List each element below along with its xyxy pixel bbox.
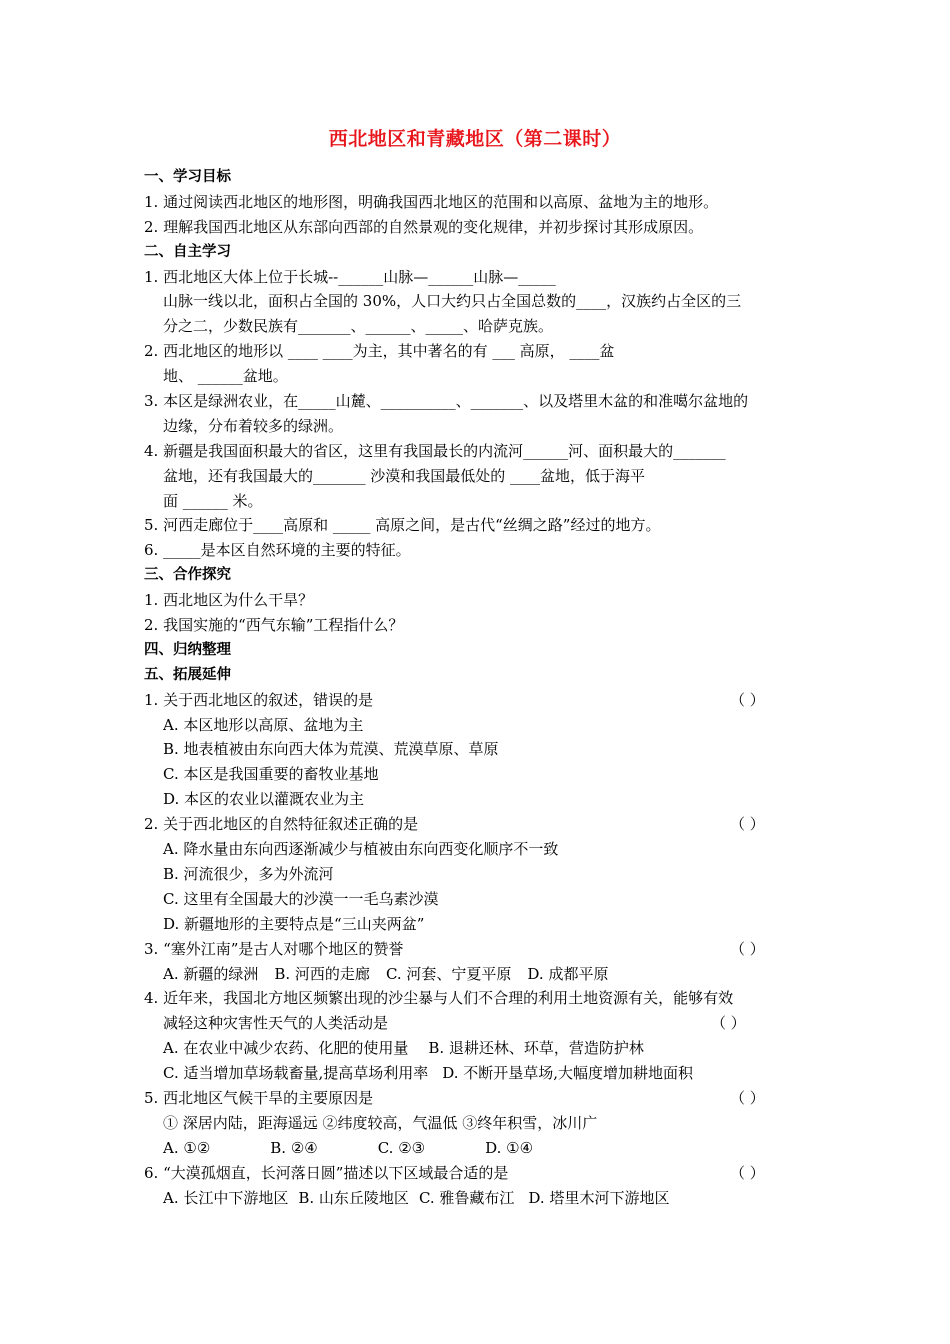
mc-question-stem (144, 1086, 814, 1111)
mc-question-stem (144, 812, 814, 837)
self-study-q6: 6. _____是本区自然环境的主要的特征。 (144, 541, 411, 560)
section-heading-self-study: 二、自主学习 (144, 243, 231, 260)
goal-item: 1. 通过阅读西北地区的地形图，明确我国西北地区的范围和以高原、盆地为主的地形。 (144, 192, 719, 211)
mc-option: A. 在农业中减少农药、化肥的使用量 (163, 1039, 409, 1058)
mc-option: D. 塔里木河下游地区 (528, 1188, 670, 1207)
mc-option: B. 山东丘陵地区 (298, 1188, 409, 1207)
self-study-q3-line: 边缘，分布着较多的绿洲。 (163, 416, 344, 435)
mc-option: C. 本区是我国重要的畜牧业基地 (163, 765, 379, 784)
mc-options-row (144, 1136, 814, 1161)
mc-question-stem (144, 688, 814, 713)
answer-parentheses: （ ） (730, 1163, 765, 1182)
self-study-q3-line: 3. 本区是绿洲农业，在_____山麓、__________、_______、以及塔里木盆的和准噶尔盆地的 (144, 392, 749, 411)
mc-options-row (144, 1186, 814, 1211)
answer-parentheses: （ ） (730, 1088, 765, 1107)
mc-option: D. 本区的农业以灌溉农业为主 (163, 790, 365, 809)
mc-option: A. 新疆的绿洲 (163, 964, 259, 983)
section-heading-cooperative-inquiry: 三、合作探究 (144, 567, 231, 584)
self-study-q2-line: 2. 西北地区的地形以 ____ ____为主，其中著名的有 ___ 高原， ____盆 (144, 342, 615, 361)
document-body (144, 165, 814, 1210)
question-text: 6. “大漠孤烟直，长河落日圆”描述以下区域最合适的是 (144, 1163, 509, 1182)
mc-option: B. 退耕还林、环草，营造防护林 (428, 1039, 644, 1058)
mc-option: D. 成都平原 (527, 964, 609, 983)
mc-option: C. 这里有全国最大的沙漠一一毛乌素沙漠 (163, 889, 439, 908)
page-title: 西北地区和青藏地区（第二课时） (328, 128, 622, 150)
mc-question-stem (144, 1161, 814, 1186)
inquiry-item: 1. 西北地区为什么干旱？ (144, 591, 314, 610)
mc-option: D. 新疆地形的主要特点是“三山夹两盆” (163, 914, 425, 933)
mc-option: D. 不断开垦草场,大幅度增加耕地面积 (442, 1064, 694, 1083)
mc-option: B. 河西的走廊 (274, 964, 370, 983)
mc-statement-list: ① 深居内陆，距海遥远 ②纬度较高，气温低 ③终年积雪，冰川广 (163, 1113, 598, 1132)
section-heading-extension: 五、拓展延伸 (144, 666, 231, 683)
question-text: 减轻这种灾害性天气的人类活动是 (163, 1014, 389, 1033)
question-text: 1. 关于西北地区的叙述，错误的是 (144, 690, 374, 709)
self-study-q4-line: 盆地，还有我国最大的_______ 沙漠和我国最低处的 ____盆地，低于海平 (163, 466, 646, 485)
mc-question-stem: 4. 近年来，我国北方地区频繁出现的沙尘暴与人们不合理的利用土地资源有关，能够有效 (144, 989, 734, 1008)
question-text: 5. 西北地区气候干旱的主要原因是 (144, 1088, 374, 1107)
self-study-q1-line: 1. 西北地区大体上位于长城--______山脉—______山脉—_____ (144, 267, 556, 286)
mc-option: B. 河流很少，多为外流河 (163, 864, 334, 883)
goal-item: 2. 理解我国西北地区从东部向西部的自然景观的变化规律，并初步探讨其形成原因。 (144, 217, 704, 236)
self-study-q5: 5. 河西走廊位于____高原和 _____ 高原之间，是古代“丝绸之路”经过的地方。 (144, 516, 661, 535)
mc-option: A. 本区地形以高原、盆地为主 (163, 715, 364, 734)
mc-options-row (144, 962, 814, 987)
mc-option: A. 长江中下游地区 (163, 1188, 289, 1207)
section-heading-learning-goals: 一、学习目标 (144, 169, 231, 185)
mc-option: D. ①④ (485, 1138, 534, 1157)
mc-question-stem (144, 1011, 814, 1036)
mc-question-stem (144, 937, 814, 962)
mc-option: B. ②④ (270, 1138, 318, 1157)
inquiry-item: 2. 我国实施的“西气东输”工程指什么？ (144, 616, 404, 635)
mc-option: C. 适当增加草场载畜量,提高草场利用率 (163, 1064, 429, 1083)
section-heading-summary: 四、归纳整理 (144, 641, 231, 658)
mc-options-row (144, 1036, 814, 1061)
self-study-q1-line: 山脉一线以北，面积占全国的 30%，人口大约只占全国总数的____，汉族约占全区的三 (163, 292, 742, 311)
self-study-q4-line: 4. 新疆是我国面积最大的省区，这里有我国最长的内流河______河、面积最大的_______ (144, 441, 726, 460)
self-study-q4-line: 面 ______ 米。 (163, 491, 263, 510)
mc-option: B. 地表植被由东向西大体为荒漠、荒漠草原、草原 (163, 740, 499, 759)
mc-option: A. 降水量由东向西逐渐减少与植被由东向西变化顺序不一致 (163, 840, 559, 859)
mc-option: C. 河套、宁夏平原 (385, 964, 512, 983)
answer-parentheses: （ ） (730, 939, 765, 958)
question-text: 2. 关于西北地区的自然特征叙述正确的是 (144, 815, 419, 834)
mc-option: C. 雅鲁藏布江 (418, 1188, 515, 1207)
self-study-q2-line: 地、 ______盆地。 (163, 367, 288, 386)
self-study-q1-line: 分之二，少数民族有_______、______、_____、哈萨克族。 (163, 317, 554, 336)
mc-options-row (144, 1061, 814, 1086)
question-text: 3. “塞外江南”是古人对哪个地区的赞誉 (144, 939, 404, 958)
answer-parentheses: （ ） (730, 690, 765, 709)
mc-option: C. ②③ (377, 1138, 426, 1157)
answer-parentheses: （ ） (730, 815, 765, 834)
mc-option: A. ①② (163, 1138, 211, 1157)
answer-parentheses: （ ） (711, 1014, 746, 1033)
